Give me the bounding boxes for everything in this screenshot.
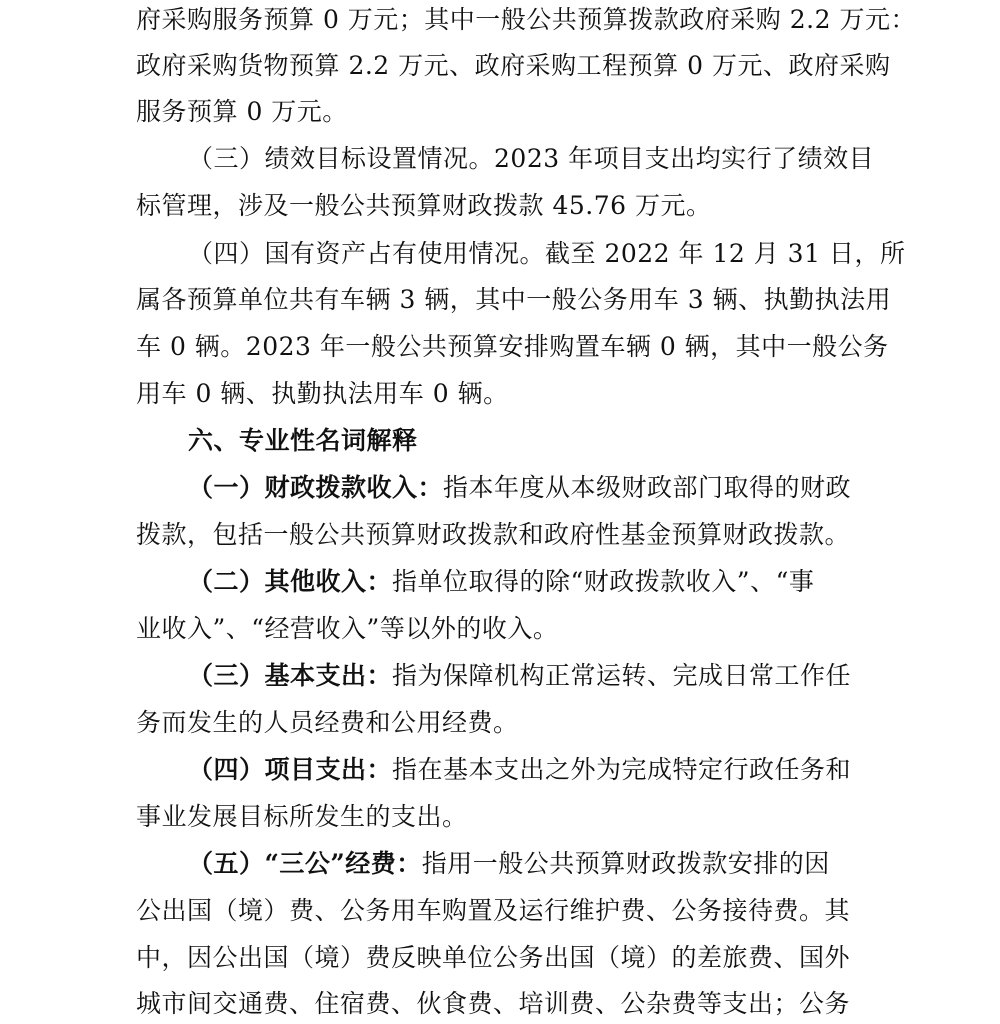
text-line: 业收入”、“经营收入”等以外的收入。 — [136, 614, 559, 643]
text-line: 事业发展目标所发生的支出。 — [136, 802, 468, 831]
assets-lead: （四）国有资产占有使用情况。 — [188, 239, 546, 268]
assets-text: 截至 2022 年 12 月 31 日，所 — [545, 239, 906, 268]
text-line: 标管理，涉及一般公共预算财政拨款 45.76 万元。 — [136, 191, 712, 220]
performance-lead: （三）绩效目标设置情况。 — [188, 144, 495, 173]
term-paragraph-first-line — [188, 656, 851, 696]
text-line: 车 0 辆。2023 年一般公共预算安排购置车辆 0 辆，其中一般公务 — [136, 332, 889, 361]
term-label: （四）项目支出： — [188, 755, 393, 784]
term-label: （五）“三公”经费： — [188, 849, 422, 878]
text-line: 城市间交通费、住宿费、伙食费、培训费、公杂费等支出；公务 — [136, 989, 851, 1018]
text-line: 用车 0 辆、执勤执法用车 0 辆。 — [136, 379, 509, 408]
term-label: （三）基本支出： — [188, 661, 393, 690]
term-definition: 指本年度从本级财政部门取得的财政 — [443, 473, 852, 502]
term-label: （一）财政拨款收入： — [188, 473, 444, 502]
text-line: 拨款，包括一般公共预算财政拨款和政府性基金预算财政拨款。 — [136, 520, 851, 549]
term-definition: 指在基本支出之外为完成特定行政任务和 — [392, 755, 852, 784]
section-heading: 六、专业性名词解释 — [188, 426, 418, 455]
text-line: 务而发生的人员经费和公用经费。 — [136, 708, 519, 737]
performance-paragraph-first-line — [188, 139, 874, 179]
term-definition: 指单位取得的除“财政拨款收入”、“事 — [392, 567, 815, 596]
text-line: 公出国（境）费、公务用车购置及运行维护费、公务接待费。其 — [136, 896, 851, 925]
term-definition: 指为保障机构正常运转、完成日常工作任 — [392, 661, 852, 690]
performance-text: 2023 年项目支出均实行了绩效目 — [494, 144, 875, 173]
term-paragraph-first-line — [188, 750, 851, 790]
text-line: 中，因公出国（境）费反映单位公务出国（境）的差旅费、国外 — [136, 943, 851, 972]
assets-paragraph-first-line — [188, 234, 905, 274]
text-line: 服务预算 0 万元。 — [136, 97, 348, 126]
text-line: 政府采购货物预算 2.2 万元、政府采购工程预算 0 万元、政府采购 — [136, 51, 891, 80]
term-paragraph-first-line — [188, 844, 830, 884]
term-definition: 指用一般公共预算财政拨款安排的因 — [421, 849, 830, 878]
text-line: 属各预算单位共有车辆 3 辆，其中一般公务用车 3 辆、执勤执法用 — [136, 285, 892, 314]
term-label: （二）其他收入： — [188, 567, 393, 596]
term-paragraph-first-line — [188, 562, 814, 602]
term-paragraph-first-line — [188, 468, 851, 508]
text-line: 府采购服务预算 0 万元；其中一般公共预算拨款政府采购 2.2 万元： — [136, 5, 916, 34]
